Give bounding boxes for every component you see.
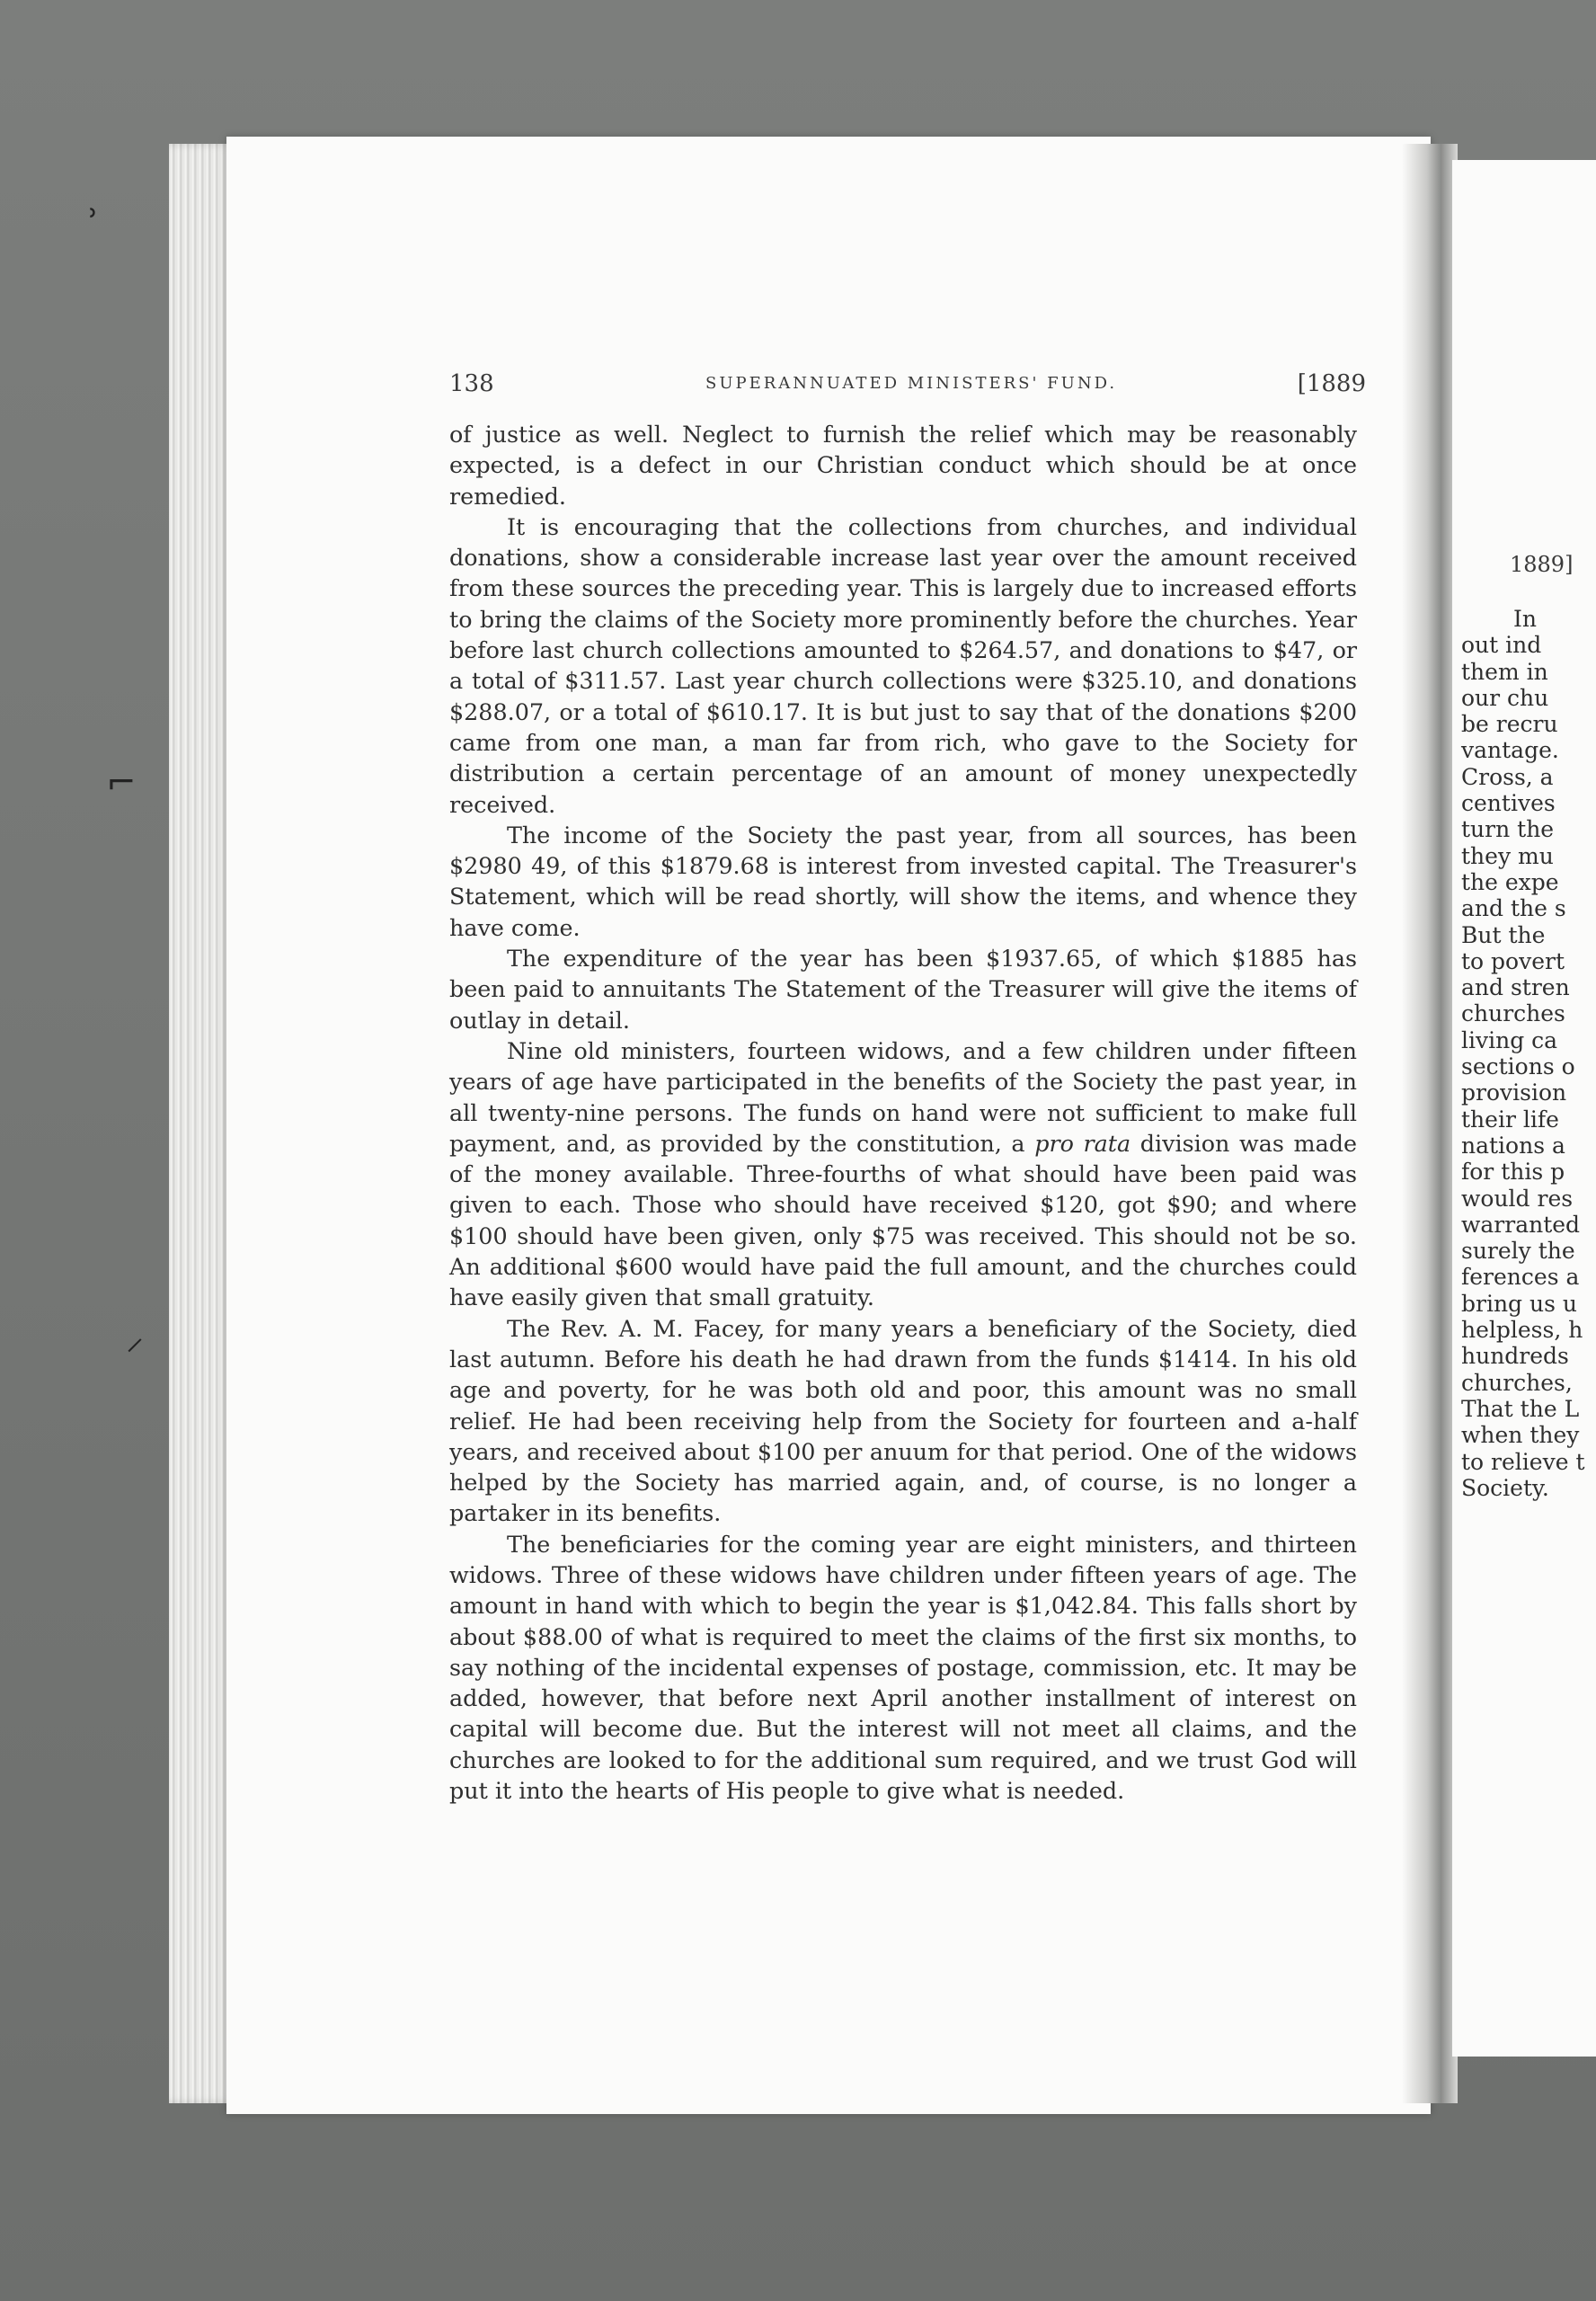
right-page-line: to povert bbox=[1461, 947, 1565, 974]
right-page-line: churches bbox=[1461, 1000, 1565, 1027]
right-page-line: warranted bbox=[1461, 1211, 1581, 1238]
right-page-line: would res bbox=[1461, 1185, 1574, 1212]
paragraph: The Rev. A. M. Facey, for many years a beneficiary of the Society, died last autumn. Before his death he had drawn from the funds $1414. In his old age and poverty, for he was both old and poor, this amount was no small relief. He had been receiving help from the Society for fourteen and a-half years, and received about $100 per anuum for that period. One of the widows helped by the Society has married again, and, of course, is no longer a partaker in its benefits. bbox=[449, 1314, 1357, 1527]
right-page-line: when they bbox=[1461, 1422, 1580, 1449]
paragraph-text: Nine old ministers, fourteen widows, and a few children under fifteen years of age have participated in the benefits of the Society the past year, in all twenty-nine persons. The funds on hand were not sufficient to make full payment, and, as provided by the constitution, a bbox=[449, 1036, 1357, 1157]
right-page-line: and the s bbox=[1461, 895, 1566, 922]
right-page-line: living ca bbox=[1461, 1026, 1558, 1053]
right-page-line: our chu bbox=[1461, 684, 1549, 711]
paragraph bbox=[449, 1035, 1357, 1313]
paragraph: The beneficiaries for the coming year are eight ministers, and thirteen widows. Three of these widows have children under fifteen years of age. The amount in hand with which to begin the year is $1,042.84. This falls short by about $88.00 of what is required to meet the claims of the first six months, to say nothing of the incidental expenses of postage, commission, etc. It may be added, however, that before next April another installment of interest on capital will become due. But the interest will not meet all claims, and the churches are looked to for the additional sum required, and we trust God will put it into the hearts of His people to give what is needed. bbox=[449, 1530, 1357, 1805]
paragraph: The income of the Society the past year, from all sources, has been $2980 49, of this $1879.68 is interest from invested capital. The Treasurer's Statement, which will be read shortly, will show the items, and whence they have come. bbox=[449, 821, 1357, 941]
right-page-line: hundreds bbox=[1461, 1343, 1569, 1370]
running-head bbox=[449, 367, 1366, 403]
paragraph: It is encouraging that the collections from churches, and individual donations, show a considerable increase last year over the amount received from these sources the preceding year. This is largely due to increased efforts to bring the claims of the Society more prominently before the churches. Year before last church collections amounted to $264.57, and donations to $47, or a total of $311.57. Last year church collections were $325.10, and donations $288.07, or a total of $610.17. It is but just to say that of the donations $200 came from one man, a man far from rich, who gave to the Society for distribution a certain percentage of an amount of money unexpectedly received. bbox=[449, 512, 1357, 818]
left-page-body bbox=[449, 419, 1357, 1806]
right-page-line: for this p bbox=[1461, 1159, 1565, 1186]
paragraph: The expenditure of the year has been $1937.65, of which $1885 has been paid to annuitants The Statement of the Treasurer will give the items of outlay in detail. bbox=[449, 945, 1357, 1034]
right-page-line: bring us u bbox=[1461, 1290, 1577, 1317]
right-page-line: to relieve t bbox=[1461, 1448, 1585, 1475]
book-gutter bbox=[1402, 144, 1458, 2103]
right-page-line: surely the bbox=[1461, 1238, 1575, 1265]
book-page-edges bbox=[169, 144, 234, 2103]
right-page-line: they mu bbox=[1461, 842, 1554, 869]
italic-phrase: pro rata bbox=[1034, 1129, 1131, 1157]
right-page-line: the expe bbox=[1461, 868, 1559, 895]
paragraph-text: division was made of the money available. Three-fourths of what should have been paid was given to each. Those who should have received $120, got $90; and where $100 should have been given, only $75 was received. This should not be so. An additional $600 would have paid the full amount, and the churches could have easily given that small gratuity. bbox=[449, 1129, 1357, 1311]
right-page-line: be recru bbox=[1461, 711, 1558, 738]
right-page-line: But the bbox=[1461, 921, 1546, 948]
right-page-line: nations a bbox=[1461, 1132, 1565, 1159]
page-number: 138 bbox=[449, 370, 494, 397]
right-page-line: provision bbox=[1461, 1079, 1567, 1106]
scan-mark: ⌐ bbox=[106, 762, 137, 804]
right-page-line: Society. bbox=[1461, 1474, 1549, 1501]
scan-speck: ⸝ bbox=[126, 1317, 144, 1358]
right-page-line: and stren bbox=[1461, 974, 1570, 1001]
right-page-line: churches, bbox=[1461, 1369, 1573, 1396]
right-page-line: turn the bbox=[1461, 816, 1555, 843]
right-page-line: vantage. bbox=[1461, 737, 1559, 764]
right-page-line: ferences a bbox=[1461, 1264, 1580, 1291]
right-page-line: That the L bbox=[1461, 1395, 1580, 1422]
right-page-text bbox=[1461, 606, 1596, 1501]
right-page-year: 1889] bbox=[1510, 552, 1574, 577]
right-page-line: helpless, h bbox=[1461, 1317, 1583, 1344]
scan-speck: ˒ bbox=[88, 194, 100, 235]
running-title: SUPERANNUATED MINISTERS' FUND. bbox=[705, 374, 1118, 393]
right-page bbox=[1452, 160, 1596, 2057]
right-page-line: In bbox=[1513, 606, 1537, 632]
right-page-line: their life bbox=[1461, 1106, 1559, 1133]
right-page-line: Cross, a bbox=[1461, 763, 1554, 790]
right-page-line: out ind bbox=[1461, 632, 1542, 659]
right-page-line: them in bbox=[1461, 658, 1548, 685]
right-page-line: centives bbox=[1461, 790, 1556, 817]
right-page-line: sections o bbox=[1461, 1053, 1575, 1080]
paragraph: of justice as well. Neglect to furnish the relief which may be reasonably expected, is a defect in our Christian conduct which should be at once remedied. bbox=[449, 421, 1357, 510]
running-year: [1889 bbox=[1297, 370, 1366, 397]
